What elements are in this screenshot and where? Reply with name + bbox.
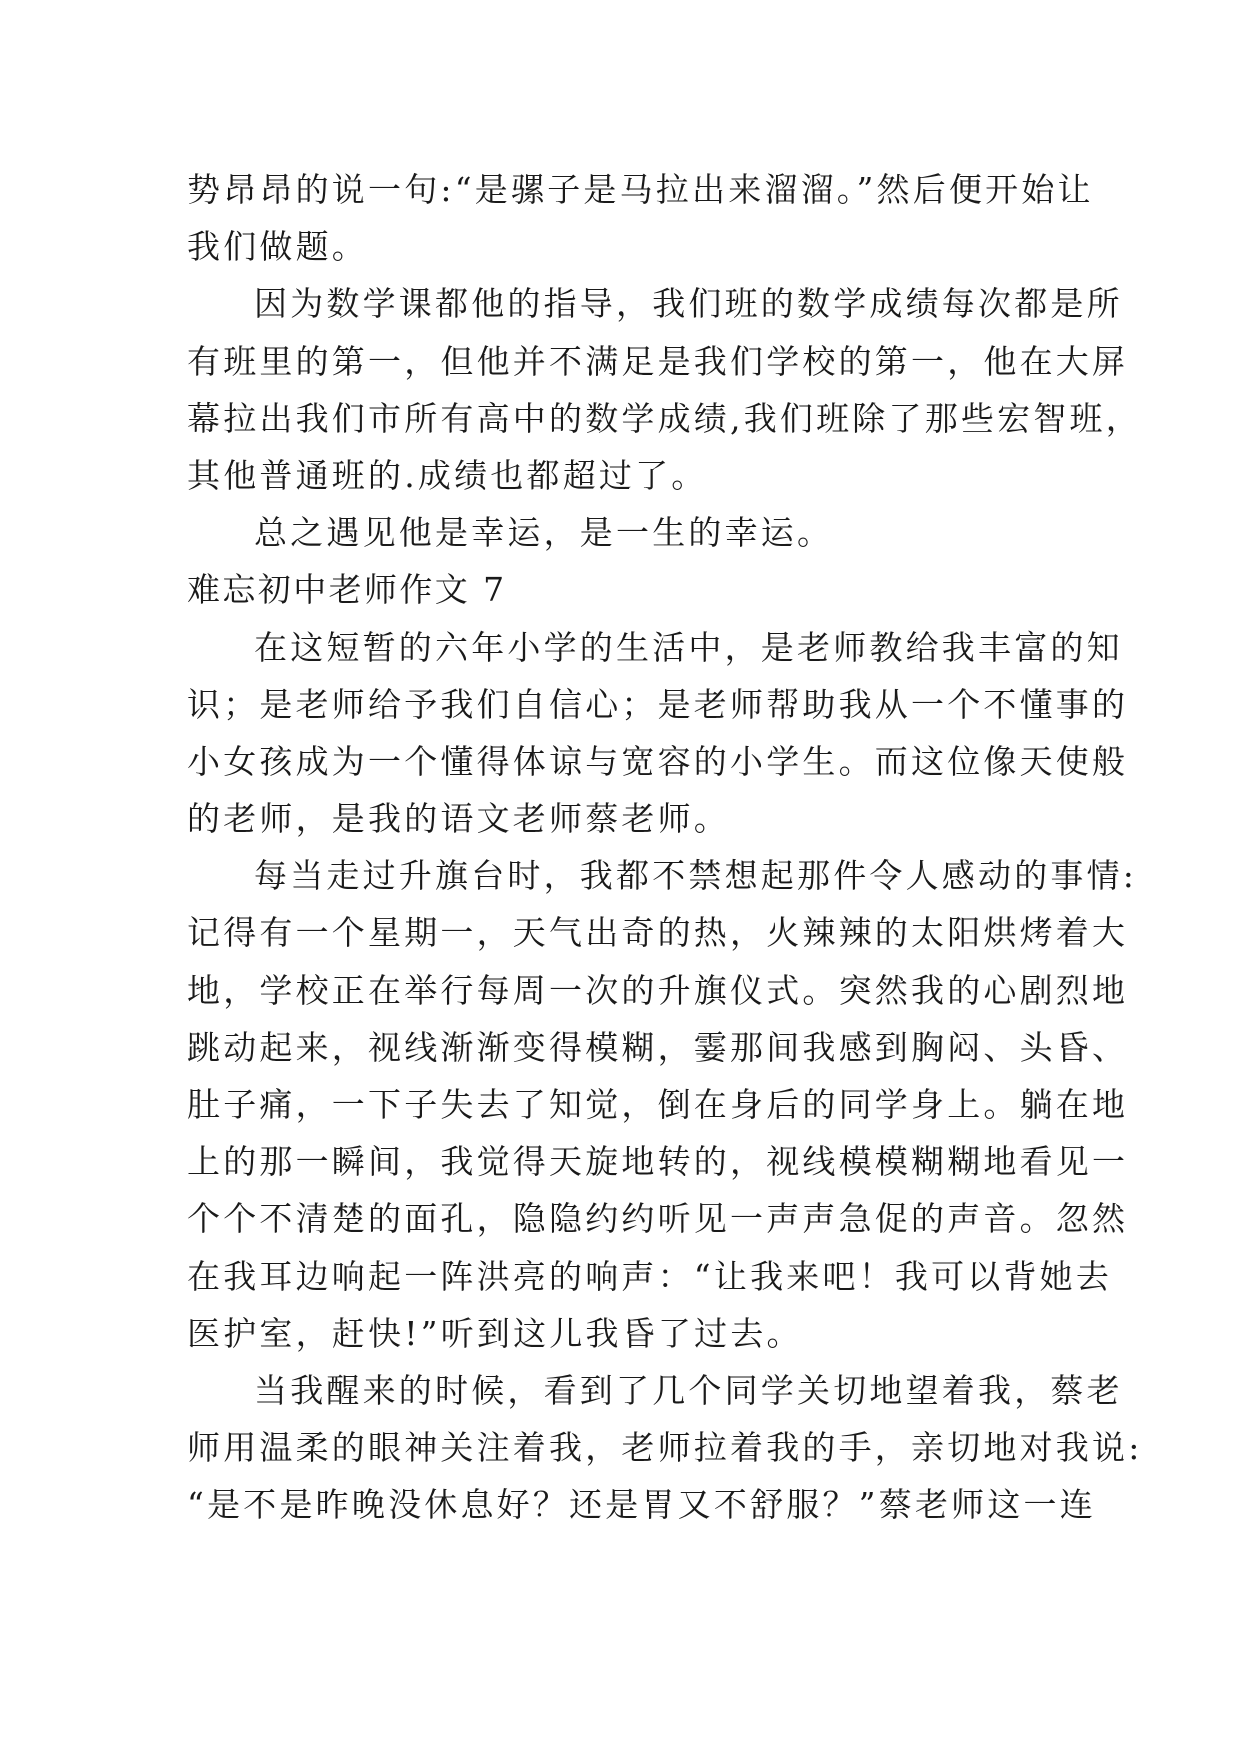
paragraph-start-line: 在这短暂的六年小学的生活中，是老师教给我丰富的知 [254, 627, 1123, 667]
section-heading: 难忘初中老师作文 7 [187, 570, 507, 610]
text-line: 跳动起来，视线渐渐变得模糊，霎那间我感到胸闷、头昏、 [187, 1027, 1129, 1067]
paragraph-start-line: 当我醒来的时候，看到了几个同学关切地望着我，蔡老 [254, 1370, 1123, 1410]
text-line: 幕拉出我们市所有高中的数学成绩,我们班除了那些宏智班， [187, 398, 1142, 438]
text-line: “是不是昨晚没休息好？还是胃又不舒服？”蔡老师这一连 [187, 1485, 1096, 1525]
text-line: 的老师，是我的语文老师蔡老师。 [187, 799, 730, 839]
text-line: 上的那一瞬间，我觉得天旋地转的，视线模模糊糊地看见一 [187, 1142, 1129, 1182]
text-line: 肚子痛，一下子失去了知觉，倒在身后的同学身上。躺在地 [187, 1085, 1129, 1124]
text-line: 师用温柔的眼神关注着我，老师拉着我的手，亲切地对我说: [187, 1428, 1143, 1468]
text-line: 个个不清楚的面孔，隐隐约约听见一声声急促的声音。忽然 [187, 1199, 1129, 1239]
text-line: 识；是老师给予我们自信心；是老师帮助我从一个不懂事的 [187, 684, 1129, 724]
text-line: 小女孩成为一个懂得体谅与宽容的小学生。而这位像天使般 [187, 741, 1129, 781]
text-line: 医护室，赶快!”听到这儿我昏了过去。 [187, 1313, 803, 1353]
text-line: 记得有一个星期一，天气出奇的热，火辣辣的太阳烘烤着大 [187, 913, 1129, 953]
text-line: 地，学校正在举行每周一次的升旗仪式。突然我的心剧烈地 [187, 970, 1129, 1010]
essay-text [187, 161, 1143, 1534]
paragraph-start-line: 每当走过升旗台时，我都不禁想起那件令人感动的事情: [254, 856, 1138, 896]
paragraph-start-line: 总之遇见他是幸运，是一生的幸运。 [254, 513, 834, 553]
text-line: 在我耳边响起一阵洪亮的响声：“让我来吧！我可以背她去 [187, 1256, 1113, 1296]
text-line: 其他普通班的.成绩也都超过了。 [187, 455, 708, 495]
paragraph-start-line: 因为数学课都他的指导，我们班的数学成绩每次都是所 [254, 284, 1123, 324]
text-line: 我们做题。 [187, 227, 368, 267]
text-line: 势昂昂的说一句:“是骡子是马拉出来溜溜。”然后便开始让 [187, 170, 1094, 209]
text-line: 有班里的第一，但他并不满足是我们学校的第一，他在大屏 [187, 341, 1129, 381]
